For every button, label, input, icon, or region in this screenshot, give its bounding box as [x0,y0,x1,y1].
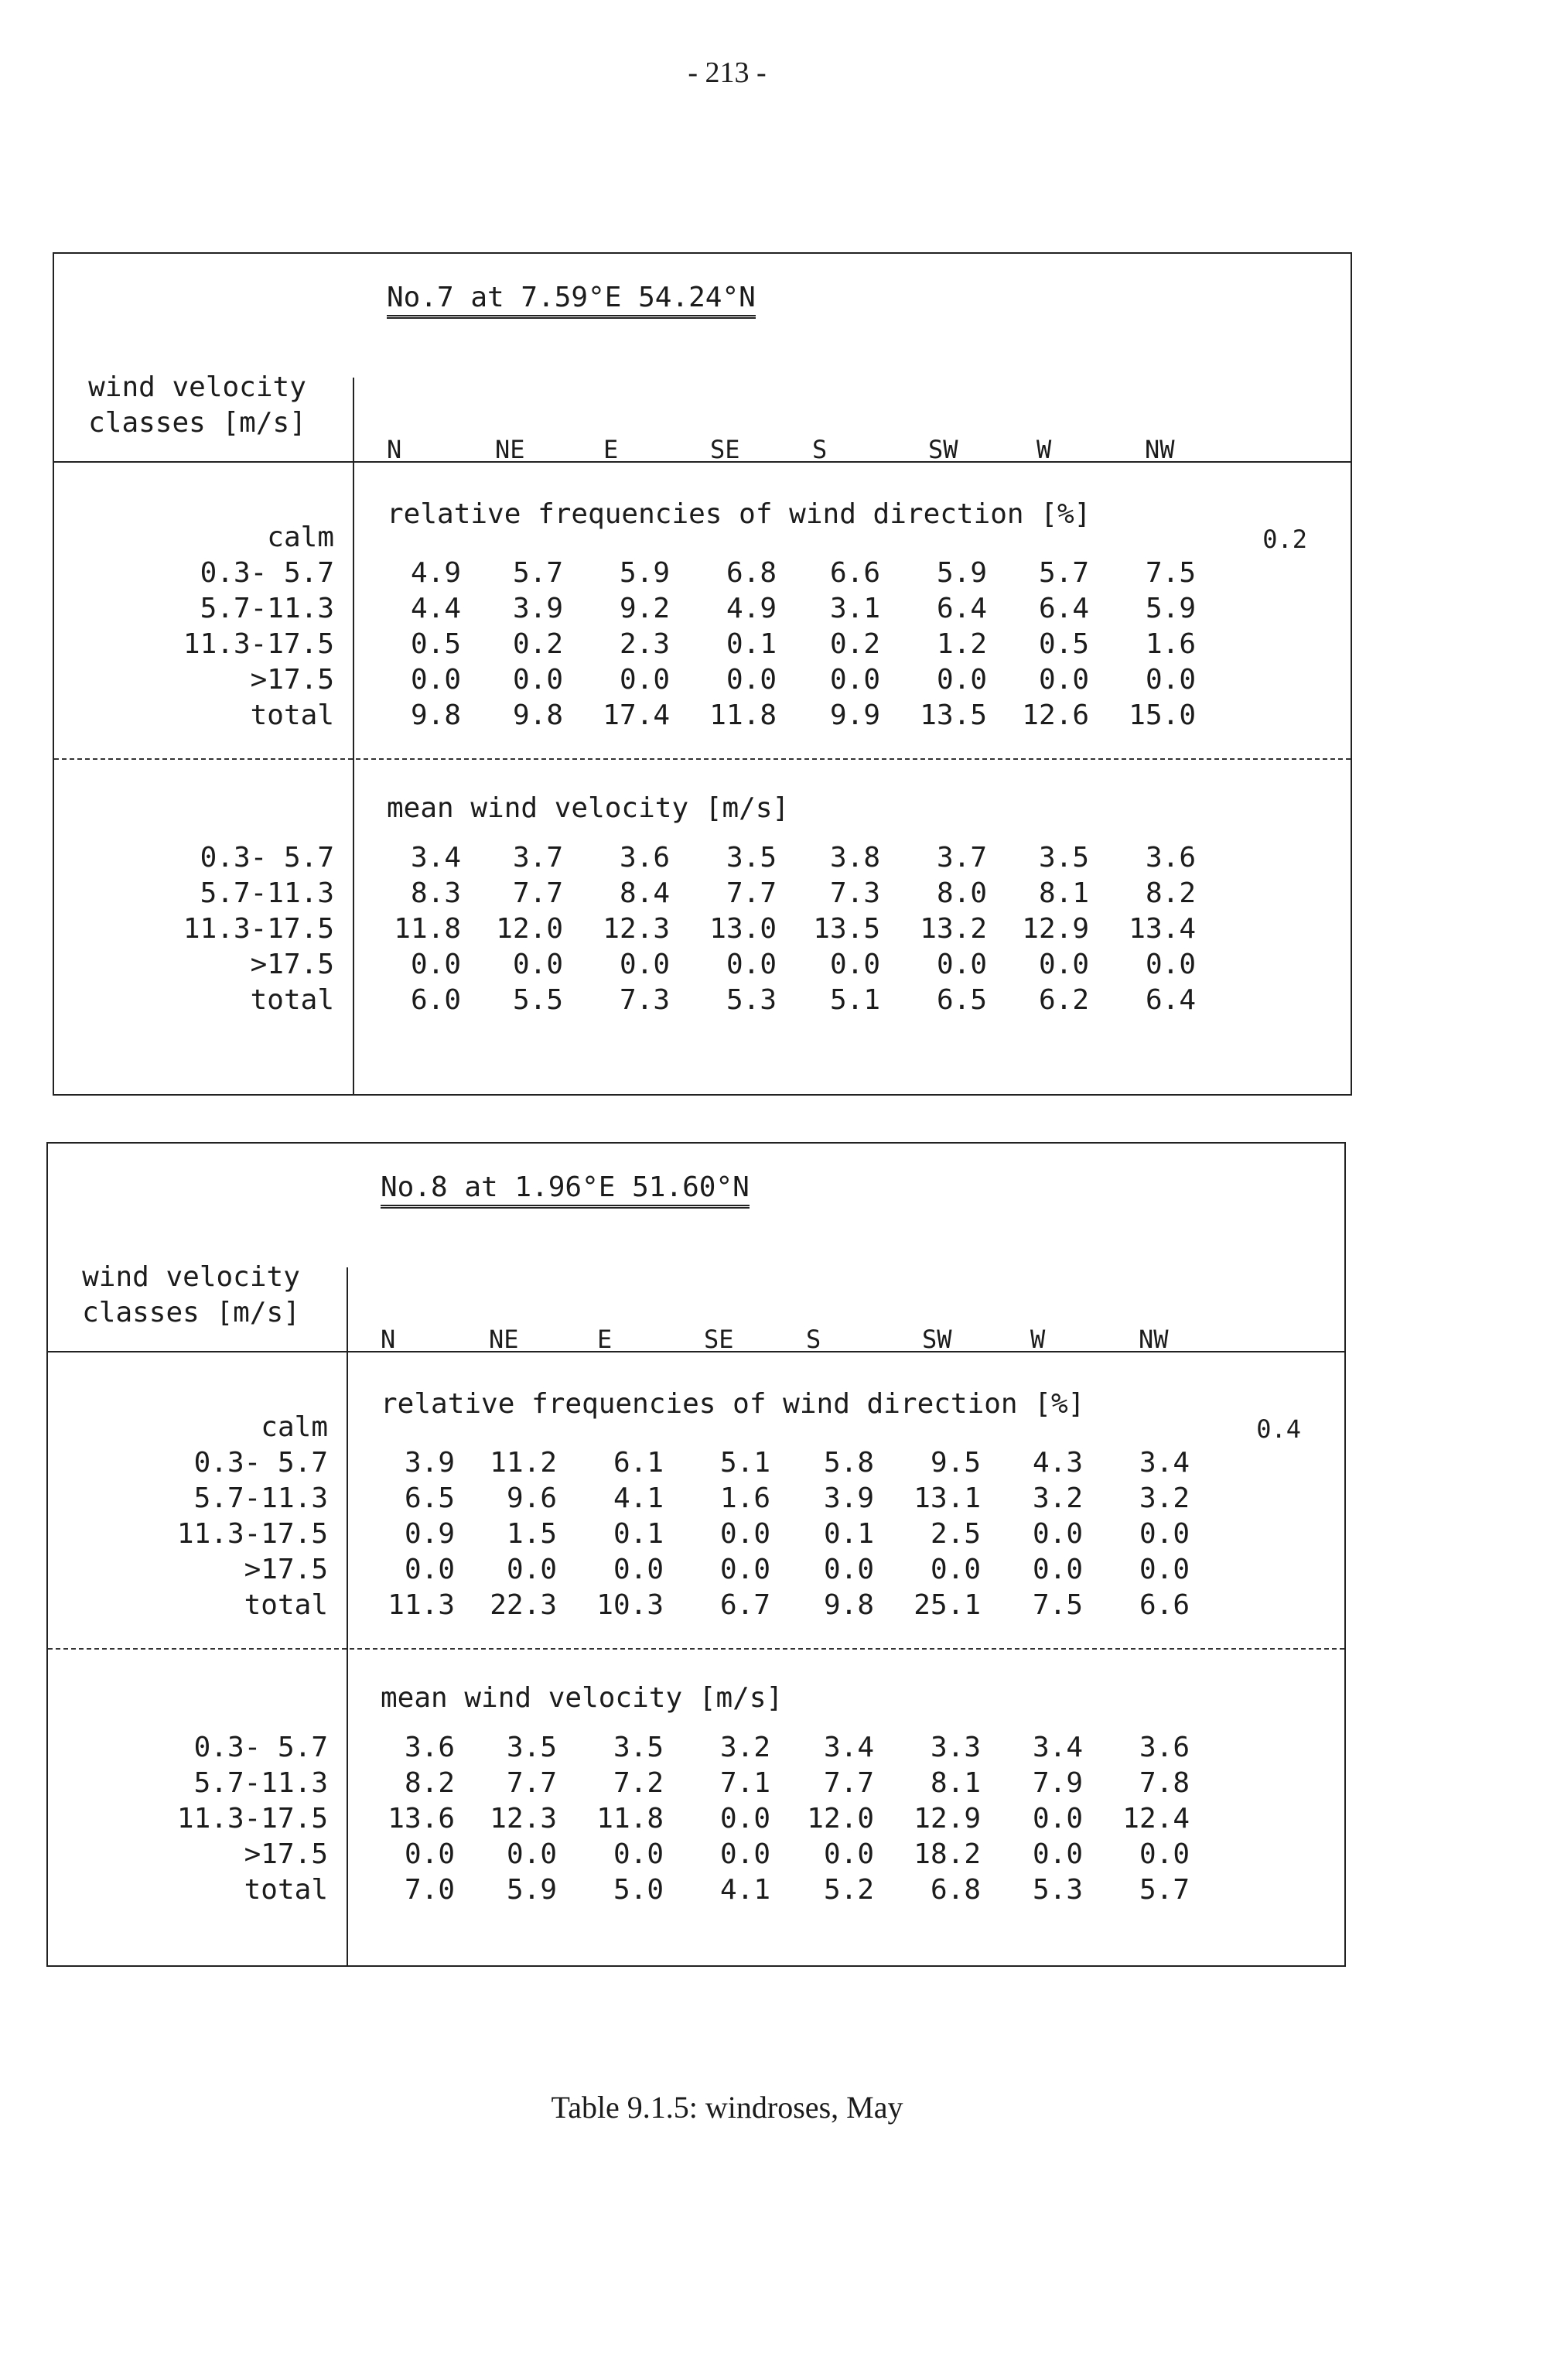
mean-velocity-cell: 5.1 [829,984,880,1016]
frequency-cell: 5.7 [1038,557,1089,589]
frequency-cell: 0.0 [1139,1518,1190,1550]
frequency-cell: 6.4 [1038,593,1089,624]
mean-velocity-cell: 7.7 [823,1767,874,1799]
frequency-cell: 0.1 [726,628,777,660]
mean-velocity-cell: 0.0 [410,949,461,980]
velocity-classes-header: classes [m/s] [82,1297,300,1328]
direction-header: N [387,435,402,464]
direction-header: SW [922,1325,952,1354]
calm-value: 0.2 [1262,525,1307,554]
mean-velocity-cell: 8.1 [1038,877,1089,909]
mean-velocity-cell: 12.9 [1022,913,1089,945]
mean-velocity-cell: 13.4 [1129,913,1196,945]
frequency-cell: 4.1 [613,1482,664,1514]
mean-velocity-cell: 3.6 [619,842,670,874]
frequency-cell: 1.6 [1145,628,1196,660]
frequency-row-label: calm [267,521,334,553]
frequency-cell: 5.9 [936,557,987,589]
frequency-cell: 11.3 [388,1589,455,1621]
frequency-cell: 0.9 [404,1518,455,1550]
direction-header: NE [489,1325,519,1354]
mean-velocity-cell: 7.2 [613,1767,664,1799]
mean-velocity-cell: 6.8 [930,1874,981,1906]
mean-velocity-cell: 0.0 [512,949,563,980]
mean-velocity-cell: 12.3 [603,913,670,945]
mean-velocity-cell: 8.1 [930,1767,981,1799]
mean-velocity-cell: 13.5 [813,913,880,945]
mean-velocity-cell: 12.9 [914,1803,981,1835]
mean-velocity-cell: 0.0 [613,1838,664,1870]
mean-velocity-cell: 8.0 [936,877,987,909]
frequency-cell: 0.0 [1032,1518,1083,1550]
frequency-cell: 4.4 [410,593,461,624]
mean-row-label: 11.3-17.5 [183,913,334,945]
direction-header: E [603,435,619,464]
frequency-cell: 0.5 [1038,628,1089,660]
mean-row-label: 5.7-11.3 [193,1767,328,1799]
mean-velocity-cell: 5.0 [613,1874,664,1906]
mean-velocity-cell: 3.5 [1038,842,1089,874]
windrose-table-no8 [46,1142,1346,1967]
mean-velocity-cell: 0.0 [1139,1838,1190,1870]
mean-velocity-cell: 7.7 [506,1767,557,1799]
frequency-cell: 4.9 [410,557,461,589]
mean-velocity-cell: 3.7 [936,842,987,874]
frequency-cell: 1.2 [936,628,987,660]
direction-header: W [1036,435,1052,464]
frequency-cell: 22.3 [490,1589,557,1621]
frequency-cell: 9.2 [619,593,670,624]
mean-velocity-heading: mean wind velocity [m/s] [387,792,790,824]
frequency-cell: 0.0 [726,664,777,696]
frequency-cell: 11.2 [490,1447,557,1479]
frequency-cell: 15.0 [1129,699,1196,731]
frequency-cell: 9.8 [410,699,461,731]
frequency-cell: 9.6 [506,1482,557,1514]
mean-velocity-cell: 8.3 [410,877,461,909]
direction-header: SW [928,435,958,464]
mean-velocity-cell: 13.0 [709,913,777,945]
direction-header: NW [1139,1325,1169,1354]
direction-header: S [806,1325,821,1354]
direction-header: S [812,435,828,464]
frequency-cell: 6.8 [726,557,777,589]
mean-velocity-cell: 5.3 [1032,1874,1083,1906]
direction-header: NW [1145,435,1175,464]
mean-velocity-cell: 0.0 [506,1838,557,1870]
frequency-cell: 0.0 [1032,1554,1083,1585]
frequency-cell: 0.0 [829,664,880,696]
frequency-row-label: 0.3- 5.7 [193,1447,328,1479]
frequency-row-label: calm [261,1411,328,1443]
frequency-cell: 7.5 [1032,1589,1083,1621]
mean-velocity-cell: 12.3 [490,1803,557,1835]
frequency-cell: 3.9 [512,593,563,624]
frequency-cell: 0.1 [613,1518,664,1550]
frequencies-heading: relative frequencies of wind direction [%] [381,1388,1085,1420]
station-title: No.7 at 7.59°E 54.24°N [387,282,756,319]
mean-velocity-cell: 3.5 [613,1732,664,1763]
frequency-row-label: 11.3-17.5 [183,628,334,660]
frequency-cell: 6.7 [719,1589,770,1621]
frequency-cell: 0.0 [1145,664,1196,696]
calm-value: 0.4 [1256,1414,1301,1444]
mean-velocity-cell: 4.1 [719,1874,770,1906]
windrose-table-no7 [53,252,1352,1096]
mean-velocity-cell: 3.6 [404,1732,455,1763]
mean-velocity-cell: 0.0 [823,1838,874,1870]
frequency-cell: 0.0 [719,1554,770,1585]
mean-velocity-cell: 8.2 [1145,877,1196,909]
mean-velocity-cell: 5.2 [823,1874,874,1906]
frequency-cell: 0.0 [512,664,563,696]
mean-velocity-cell: 3.5 [506,1732,557,1763]
frequency-cell: 0.0 [936,664,987,696]
frequency-cell: 3.2 [1032,1482,1083,1514]
mean-velocity-cell: 7.9 [1032,1767,1083,1799]
mean-velocity-cell: 0.0 [719,1803,770,1835]
mean-velocity-cell: 3.4 [410,842,461,874]
mean-velocity-cell: 3.5 [726,842,777,874]
mean-velocity-cell: 7.8 [1139,1767,1190,1799]
frequency-cell: 0.5 [410,628,461,660]
column-divider [347,1267,348,1965]
frequency-cell: 5.9 [1145,593,1196,624]
frequency-cell: 7.5 [1145,557,1196,589]
frequency-row-label: 5.7-11.3 [193,1482,328,1514]
mean-velocity-cell: 7.1 [719,1767,770,1799]
mean-row-label: 5.7-11.3 [200,877,334,909]
mean-velocity-cell: 6.2 [1038,984,1089,1016]
frequency-cell: 9.5 [930,1447,981,1479]
frequencies-heading: relative frequencies of wind direction [%] [387,498,1091,530]
mean-velocity-cell: 11.8 [394,913,461,945]
frequency-cell: 13.5 [920,699,987,731]
velocity-classes-header: wind velocity [88,371,306,403]
frequency-cell: 0.0 [619,664,670,696]
station-title: No.8 at 1.96°E 51.60°N [381,1171,750,1209]
mean-velocity-cell: 7.7 [726,877,777,909]
mean-velocity-cell: 3.2 [719,1732,770,1763]
mean-velocity-cell: 5.3 [726,984,777,1016]
mean-velocity-cell: 7.3 [619,984,670,1016]
frequency-cell: 25.1 [914,1589,981,1621]
frequency-cell: 1.5 [506,1518,557,1550]
mean-row-label: 11.3-17.5 [176,1803,328,1835]
mean-velocity-cell: 3.8 [829,842,880,874]
mean-velocity-heading: mean wind velocity [m/s] [381,1682,784,1714]
mean-velocity-cell: 0.0 [1145,949,1196,980]
mean-velocity-cell: 3.7 [512,842,563,874]
mean-velocity-cell: 8.2 [404,1767,455,1799]
page-number: - 213 - [688,56,767,89]
column-divider [353,378,354,1094]
direction-header: NE [495,435,525,464]
frequency-cell: 17.4 [603,699,670,731]
mean-row-label: 0.3- 5.7 [193,1732,328,1763]
frequency-cell: 2.5 [930,1518,981,1550]
frequency-row-label: 5.7-11.3 [200,593,334,624]
mean-row-label: total [250,984,334,1016]
mean-row-label: >17.5 [244,1838,328,1870]
mean-velocity-cell: 0.0 [1032,1838,1083,1870]
frequency-cell: 4.9 [726,593,777,624]
direction-header: SE [710,435,740,464]
mean-row-label: total [244,1874,328,1906]
frequency-cell: 3.2 [1139,1482,1190,1514]
mean-velocity-cell: 0.0 [829,949,880,980]
frequency-cell: 12.6 [1022,699,1089,731]
frequency-cell: 0.0 [613,1554,664,1585]
frequency-cell: 6.5 [404,1482,455,1514]
mean-velocity-cell: 0.0 [726,949,777,980]
mean-velocity-cell: 7.7 [512,877,563,909]
frequency-cell: 5.9 [619,557,670,589]
frequency-cell: 2.3 [619,628,670,660]
direction-header: W [1030,1325,1046,1354]
frequency-cell: 6.4 [936,593,987,624]
frequency-cell: 9.8 [823,1589,874,1621]
frequency-cell: 0.0 [410,664,461,696]
frequency-cell: 0.0 [719,1518,770,1550]
velocity-classes-header: classes [m/s] [88,407,306,439]
frequency-cell: 0.1 [823,1518,874,1550]
section-divider [48,1648,1344,1650]
frequency-cell: 0.0 [1139,1554,1190,1585]
frequency-cell: 5.7 [512,557,563,589]
frequency-row-label: >17.5 [244,1554,328,1585]
frequency-row-label: >17.5 [250,664,334,696]
mean-row-label: >17.5 [250,949,334,980]
frequency-cell: 0.0 [930,1554,981,1585]
velocity-classes-header: wind velocity [82,1261,300,1293]
frequency-cell: 0.0 [823,1554,874,1585]
frequency-row-label: 0.3- 5.7 [200,557,334,589]
mean-velocity-cell: 0.0 [719,1838,770,1870]
frequency-cell: 0.2 [512,628,563,660]
mean-velocity-cell: 8.4 [619,877,670,909]
mean-velocity-cell: 0.0 [404,1838,455,1870]
mean-velocity-cell: 7.3 [829,877,880,909]
mean-velocity-cell: 3.4 [1032,1732,1083,1763]
frequency-cell: 10.3 [596,1589,664,1621]
frequency-cell: 6.6 [1139,1589,1190,1621]
mean-velocity-cell: 7.0 [404,1874,455,1906]
mean-velocity-cell: 0.0 [1032,1803,1083,1835]
mean-velocity-cell: 12.0 [807,1803,874,1835]
direction-header: E [597,1325,613,1354]
frequency-cell: 11.8 [709,699,777,731]
frequency-cell: 9.8 [512,699,563,731]
mean-velocity-cell: 6.0 [410,984,461,1016]
mean-velocity-cell: 12.0 [496,913,563,945]
mean-velocity-cell: 13.6 [388,1803,455,1835]
mean-velocity-cell: 0.0 [619,949,670,980]
mean-velocity-cell: 0.0 [936,949,987,980]
table-caption: Table 9.1.5: windroses, May [551,2090,903,2125]
frequency-row-label: 11.3-17.5 [176,1518,328,1550]
frequency-row-label: total [250,699,334,731]
frequency-row-label: total [244,1589,328,1621]
direction-header: SE [704,1325,734,1354]
mean-velocity-cell: 3.3 [930,1732,981,1763]
mean-velocity-cell: 5.5 [512,984,563,1016]
frequency-cell: 3.9 [823,1482,874,1514]
frequency-cell: 1.6 [719,1482,770,1514]
frequency-cell: 0.0 [506,1554,557,1585]
frequency-cell: 13.1 [914,1482,981,1514]
mean-row-label: 0.3- 5.7 [200,842,334,874]
frequency-cell: 3.9 [404,1447,455,1479]
frequency-cell: 3.1 [829,593,880,624]
frequency-cell: 5.1 [719,1447,770,1479]
frequency-cell: 9.9 [829,699,880,731]
direction-header: N [381,1325,396,1354]
mean-velocity-cell: 11.8 [596,1803,664,1835]
frequency-cell: 0.0 [1038,664,1089,696]
mean-velocity-cell: 13.2 [920,913,987,945]
frequency-cell: 5.8 [823,1447,874,1479]
mean-velocity-cell: 5.9 [506,1874,557,1906]
mean-velocity-cell: 18.2 [914,1838,981,1870]
frequency-cell: 6.1 [613,1447,664,1479]
mean-velocity-cell: 0.0 [1038,949,1089,980]
frequency-cell: 6.6 [829,557,880,589]
frequency-cell: 0.2 [829,628,880,660]
mean-velocity-cell: 6.5 [936,984,987,1016]
frequency-cell: 0.0 [404,1554,455,1585]
mean-velocity-cell: 6.4 [1145,984,1196,1016]
mean-velocity-cell: 3.4 [823,1732,874,1763]
section-divider [54,758,1351,760]
frequency-cell: 3.4 [1139,1447,1190,1479]
mean-velocity-cell: 3.6 [1145,842,1196,874]
mean-velocity-cell: 12.4 [1122,1803,1190,1835]
mean-velocity-cell: 5.7 [1139,1874,1190,1906]
mean-velocity-cell: 3.6 [1139,1732,1190,1763]
frequency-cell: 4.3 [1032,1447,1083,1479]
